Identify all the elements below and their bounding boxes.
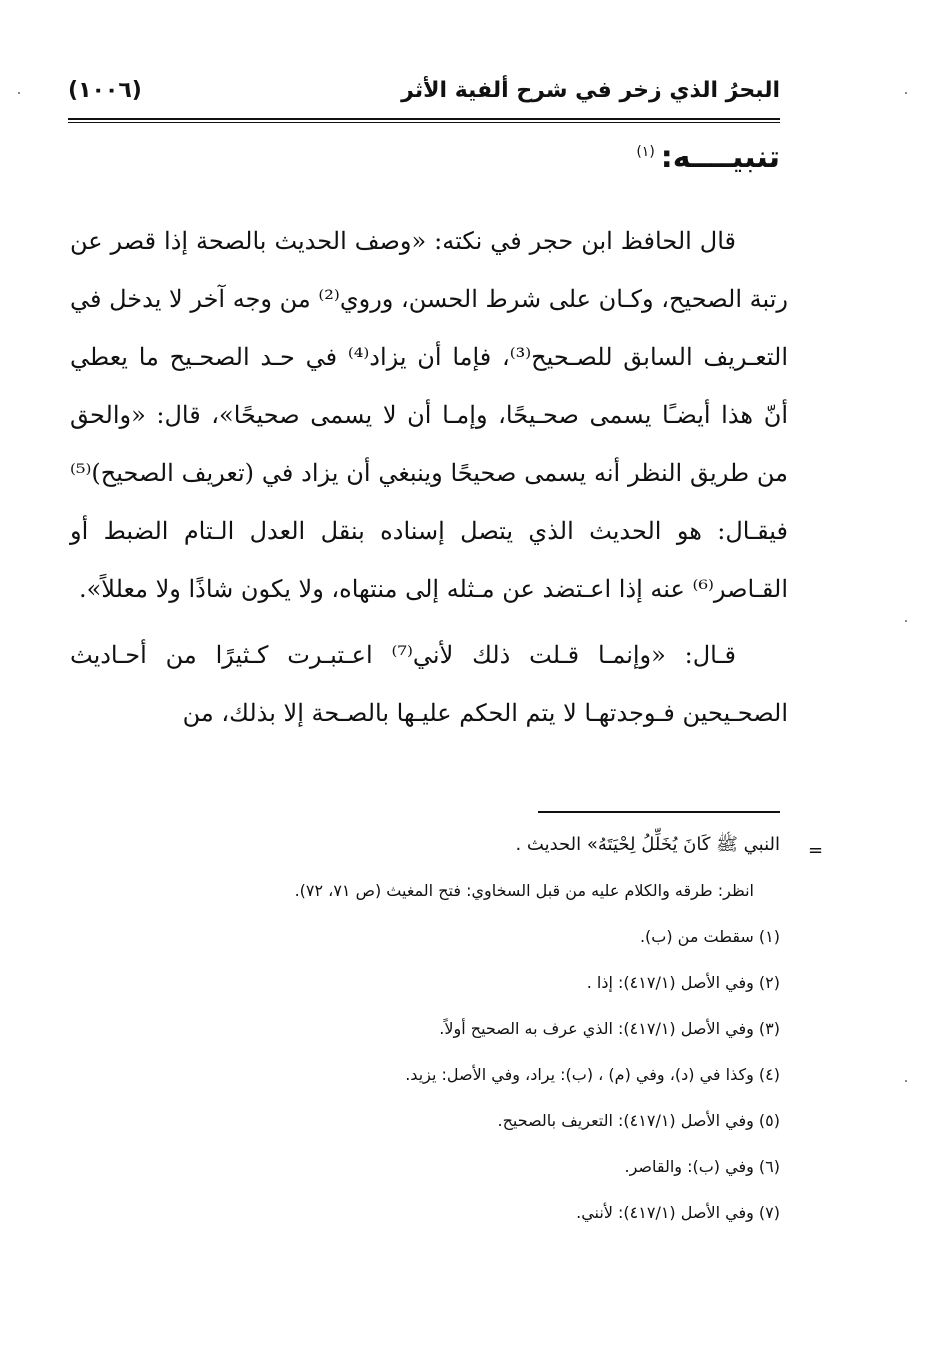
footnote-4: (٤) وكذا في (د)، وفي (م) ، (ب): يراد، وفي الأصل: يزيد.	[405, 1065, 780, 1084]
book-title: البحرُ الذي زخر في شرح ألفية الأثر	[401, 78, 780, 103]
page-number: (١٠٠٦)	[68, 78, 142, 103]
footnote-3: (٣) وفي الأصل (٤١٧/١): الذي عرف به الصحيح أولاً.	[439, 1019, 780, 1038]
footnote-separator	[538, 811, 780, 813]
scan-speck	[18, 92, 20, 94]
scan-speck	[905, 92, 907, 94]
paragraph-2: قـال: «وإنمـا قـلت ذلك لأني⁽⁷⁾ اعـتبـرت كـثيرًا من أحـاديث الصحـيحين فـوجدتهـا لا يتم الحكم عليـها بالصـحة إلا بذلك، من	[70, 641, 788, 727]
paragraph-1: قال الحافظ ابن حجر في نكته: «وصف الحديث بالصحة إذا قصر عن رتبة الصحيح، وكـان على شرط الحسن، وروي⁽²⁾ من وجه آخر لا يدخل في التعـريف السابق للصـحيح⁽³⁾، فإما أن يزاد⁽⁴⁾ في حـد الصحـيح ما يعطي أنّ هذا أيضـًا يسمى صحـيحًا، وإمـا أن لا يسمى صحيحًا»، قال: «والحق من طريق النظر أنه يسمى صحيحًا وينبغي أن يزاد في (تعريف الصحيح)⁽⁵⁾ فيقـال: هو الحديث الذي يتصل إسناده بنقل العدل الـتام الضبط أو القـاصر⁽⁶⁾ عنه إذا اعـتضد عن مـثله إلى منتهاه، ولا يكون شاذًا ولا معللاً».	[70, 227, 789, 603]
footnote-reference: انظر: طرقه والكلام عليه من قبل السخاوي: فتح المغيث (ص ٧١، ٧٢).	[294, 881, 754, 900]
section-heading	[636, 140, 780, 175]
footnote-7: (٧) وفي الأصل (٤١٧/١): لأنني.	[576, 1203, 780, 1222]
main-text	[70, 212, 788, 742]
scan-speck	[905, 1080, 907, 1082]
running-header	[68, 72, 780, 116]
footnote-continuation: النبي ﷺ كَانَ يُخَلِّلُ لِحْيَتَهُ» الحديث .	[515, 834, 780, 855]
heading-footnote-ref: (١)	[636, 144, 655, 160]
footnote-6: (٦) وفي (ب): والقاصر.	[624, 1157, 780, 1176]
footnote-5: (٥) وفي الأصل (٤١٧/١): التعريف بالصحيح.	[497, 1111, 780, 1130]
section-heading-text: تنبيــــه:	[660, 140, 780, 175]
footnote-1: (١) سقطت من (ب).	[639, 927, 780, 946]
header-rule-thin	[68, 122, 780, 123]
footnote-2: (٢) وفي الأصل (٤١٧/١): إذا .	[586, 973, 780, 992]
header-rule	[68, 118, 780, 120]
scan-speck	[905, 620, 907, 622]
continuation-mark: =	[808, 840, 824, 861]
footnotes	[90, 822, 780, 1236]
